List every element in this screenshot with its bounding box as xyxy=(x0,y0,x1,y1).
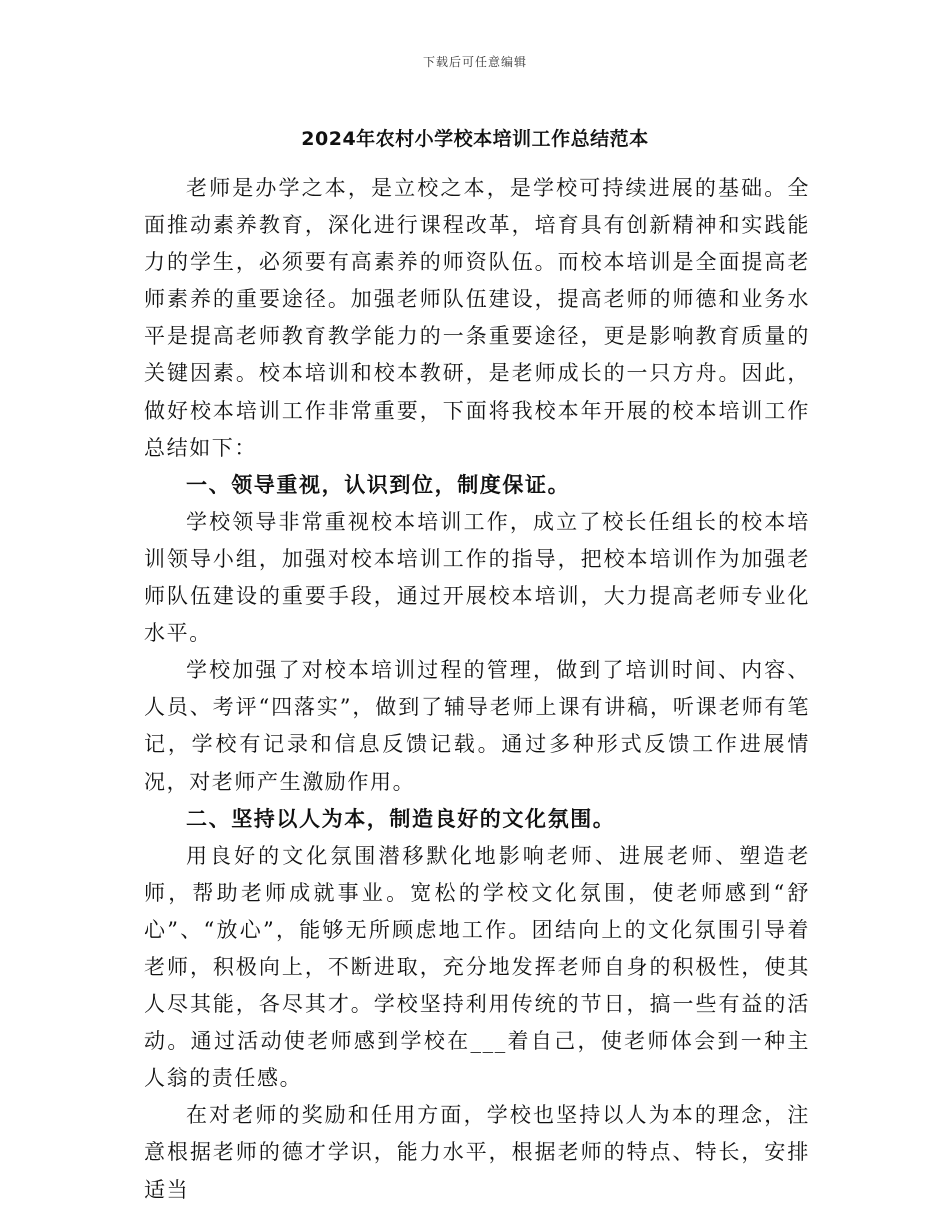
paragraph-section-1a: 学校领导非常重视校本培训工作，成立了校长任组长的校本培训领导小组，加强对校本培训工作的指导，把校本培训作为加强老师队伍建设的重要手段，通过开展校本培训，大力提高老师专业化水平。 xyxy=(144,509,810,646)
section-heading-1: 一、领导重视，认识到位，制度保证。 xyxy=(186,472,571,497)
paragraph-section-2b: 在对老师的奖励和任用方面，学校也坚持以人为本的理念，注意根据老师的德才学识，能力水平，根据老师的特点、特长，安排适当 xyxy=(144,1103,810,1202)
document-title: 2024年农村小学校本培训工作总结范本 xyxy=(301,128,649,150)
paragraph-section-2a: 用良好的文化氛围潜移默化地影响老师、进展老师、塑造老师，帮助老师成就事业。宽松的学校文化氛围，使老师感到“舒心”、“放心”，能够无所顾虑地工作。团结向上的文化氛围引导着老师，积极向上，不断进取，充分地发挥老师自身的积极性，使其人尽其能，各尽其才。学校坚持利用传统的节日，搞一些有益的活动。通过活动使老师感到学校在___着自己，使老师体会到一种主人翁的责任感。 xyxy=(144,843,810,1091)
page-header: 下载后可任意编辑 xyxy=(422,55,527,69)
document-body xyxy=(144,170,810,1209)
paragraph-section-1b: 学校加强了对校本培训过程的管理，做到了培训时间、内容、人员、考评“四落实”，做到了辅导老师上课有讲稿，听课老师有笔记，学校有记录和信息反馈记载。通过多种形式反馈工作进展情况，对老师产生激励作用。 xyxy=(144,658,810,794)
section-heading-2: 二、坚持以人为本，制造良好的文化氛围。 xyxy=(186,806,616,831)
paragraph-intro: 老师是办学之本，是立校之本，是学校可持续进展的基础。全面推动素养教育，深化进行课程改革，培育具有创新精神和实践能力的学生，必须要有高素养的师资队伍。而校本培训是全面提高老师素养的重要途径。加强老师队伍建设，提高老师的师德和业务水平是提高老师教育教学能力的一条重要途径，更是影响教育质量的关键因素。校本培训和校本教研，是老师成长的一只方舟。因此，做好校本培训工作非常重要，下面将我校本年开展的校本培训工作总结如下： xyxy=(144,176,810,460)
